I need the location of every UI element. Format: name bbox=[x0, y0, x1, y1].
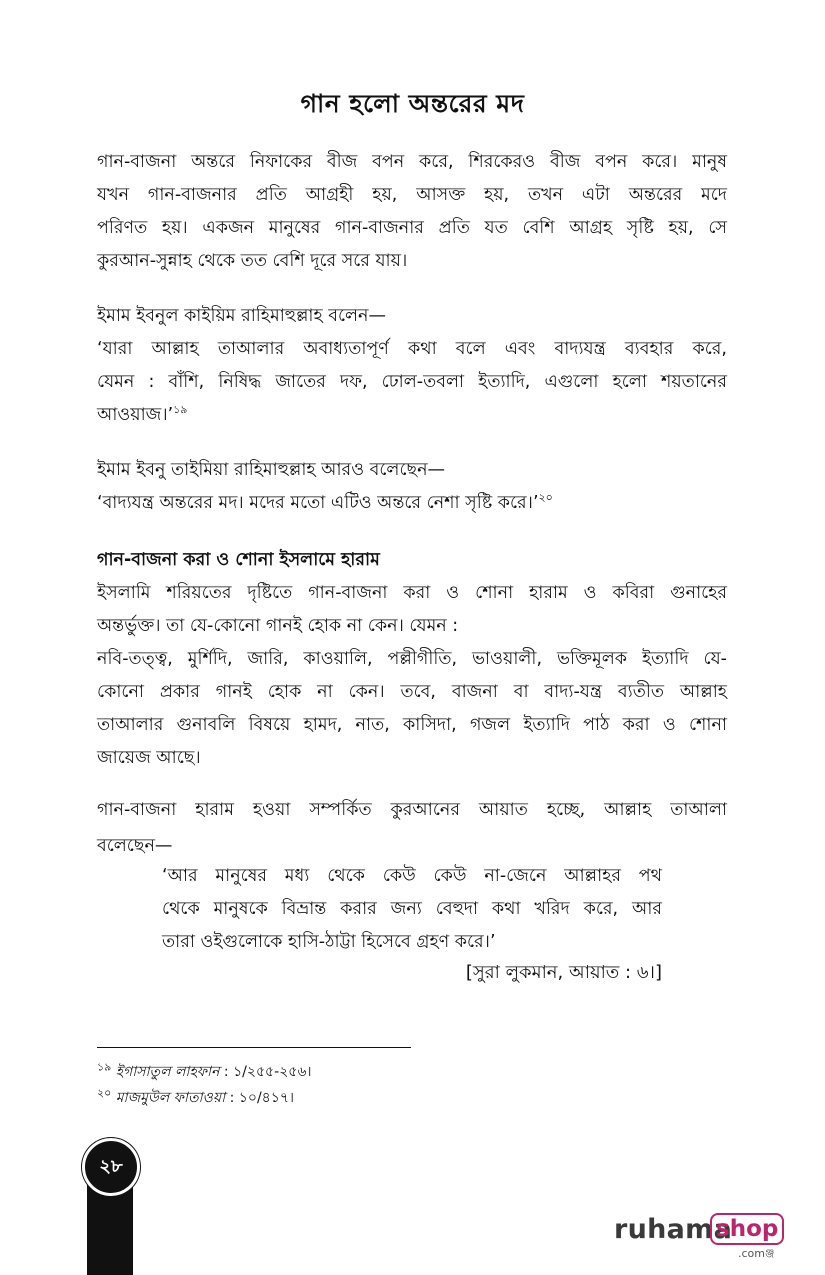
section-heading: গান-বাজনা করা ও শোনা ইসলামে হারাম bbox=[97, 550, 380, 570]
footnote-mark: ১৯ bbox=[97, 1060, 112, 1074]
quran-intro-paragraph bbox=[97, 792, 727, 864]
chapter-title: গান হলো অন্তরের মদ bbox=[300, 89, 525, 118]
haram-line: কোনো প্রকার গানই হোক না কেন। তবে, বাজনা বা বাদ্য-যন্ত্র ব্যতীত আল্লাহ bbox=[97, 682, 727, 702]
quran-quote-line: থেকে মানুষকে বিভ্রান্ত করার জন্য বেহুদা কথা খরিদ করে, আর bbox=[162, 899, 662, 919]
footnote-ref-20[interactable]: ২০ bbox=[538, 491, 553, 505]
ibn-taymiyyah-paragraph bbox=[97, 454, 727, 520]
footnote-source: মাজমুউল ফাতাওয়া bbox=[115, 1090, 226, 1106]
intro-paragraph bbox=[97, 146, 727, 278]
footnote-ref: : ১/২৫৫-২৫৬। bbox=[219, 1064, 312, 1080]
logo-text-com: .comঞ্জ bbox=[738, 1247, 775, 1260]
haram-line: জায়েজ আছে। bbox=[97, 748, 201, 768]
footnote-mark: ২০ bbox=[97, 1086, 112, 1100]
haram-line: তাআলার গুনাবলি বিষয়ে হামদ, নাত, কাসিদা, গজল ইত্যাদি পাঠ করা ও শোনা bbox=[97, 715, 727, 735]
page-number: ২৮ bbox=[82, 1138, 140, 1196]
ibn-taymiyyah-quote: ‘বাদ্যযন্ত্র অন্তরের মদ। মদের মতো এটিও অন্তরে নেশা সৃষ্টি করে।’ bbox=[97, 493, 539, 513]
footnote-divider bbox=[97, 1047, 411, 1048]
ibnul-qayyim-quote-line: ‘যারা আল্লাহ তাআলার অবাধ্যতাপূর্ণ কথা বলে এবং বাদ্যযন্ত্র ব্যবহার করে, bbox=[97, 339, 727, 359]
quran-reference: [সুরা লুকমান, আয়াত : ৬।] bbox=[465, 962, 662, 983]
quran-intro-line: বলেছেন— bbox=[97, 836, 173, 856]
logo-text-shop: shop bbox=[710, 1213, 784, 1245]
intro-line: গান-বাজনা অন্তরে নিফাকের বীজ বপন করে, শিরকেরও বীজ বপন করে। মানুষ bbox=[97, 152, 727, 172]
footnote-ref-19[interactable]: ১৯ bbox=[173, 403, 188, 417]
ibnul-qayyim-paragraph bbox=[97, 300, 727, 432]
ibn-taymiyyah-intro: ইমাম ইবনু তাইমিয়া রাহিমাহুল্লাহ আরও বলেছেন— bbox=[97, 460, 446, 480]
haram-line: নবি-তত্ত্ব, মুর্শিদি, জারি, কাওয়ালি, পল্লীগীতি, ভাওয়ালী, ভক্তিমূলক ইত্যাদি যে- bbox=[97, 649, 727, 669]
ibnul-qayyim-quote-end: আওয়াজ।’ bbox=[97, 405, 174, 425]
intro-line: কুরআন-সুন্নাহ থেকে তত বেশি দূরে সরে যায়। bbox=[97, 251, 408, 271]
ibnul-qayyim-quote-line: যেমন : বাঁশি, নিষিদ্ধ জাতের দফ, ঢোল-তবলা ইত্যাদি, এগুলো হলো শয়তানের bbox=[97, 372, 727, 392]
haram-section bbox=[97, 544, 727, 775]
ibnul-qayyim-intro: ইমাম ইবনুল কাইয়িম রাহিমাহুল্লাহ বলেন— bbox=[97, 306, 386, 326]
logo-text-ruhama: ruhama bbox=[614, 1214, 733, 1245]
quran-quote bbox=[162, 860, 662, 959]
footnote-ref: : ১০/৪১৭। bbox=[225, 1090, 294, 1106]
footnote-20 bbox=[97, 1088, 294, 1108]
ruhamashop-logo bbox=[614, 1210, 779, 1260]
footnote-19 bbox=[97, 1062, 312, 1082]
haram-line: অন্তর্ভুক্ত। তা যে-কোনো গানই হোক না কেন। যেমন : bbox=[97, 616, 459, 636]
quran-intro-line: গান-বাজনা হারাম হওয়া সম্পর্কিত কুরআনের আয়াত হচ্ছে, আল্লাহ তাআলা bbox=[97, 800, 727, 820]
intro-line: যখন গান-বাজনার প্রতি আগ্রহী হয়, আসক্ত হয়, তখন এটা অন্তরের মদে bbox=[97, 185, 727, 205]
quran-quote-line: ‘আর মানুষের মধ্য থেকে কেউ কেউ না-জেনে আল্লাহর পথ bbox=[162, 866, 662, 886]
intro-line: পরিণত হয়। একজন মানুষের গান-বাজনার প্রতি যত বেশি আগ্রহ সৃষ্টি হয়, সে bbox=[97, 218, 727, 238]
quran-quote-line: তারা ওইগুলোকে হাসি-ঠাট্টা হিসেবে গ্রহণ করে।’ bbox=[162, 932, 496, 952]
ibnul-qayyim-quote-line bbox=[97, 399, 727, 432]
ibn-taymiyyah-quote-line bbox=[97, 487, 727, 520]
footnote-source: ইগাসাতুল লাহফান bbox=[115, 1064, 220, 1080]
haram-line: ইসলামি শরিয়তের দৃষ্টিতে গান-বাজনা করা ও শোনা হারাম ও কবিরা গুনাহের bbox=[97, 583, 727, 603]
